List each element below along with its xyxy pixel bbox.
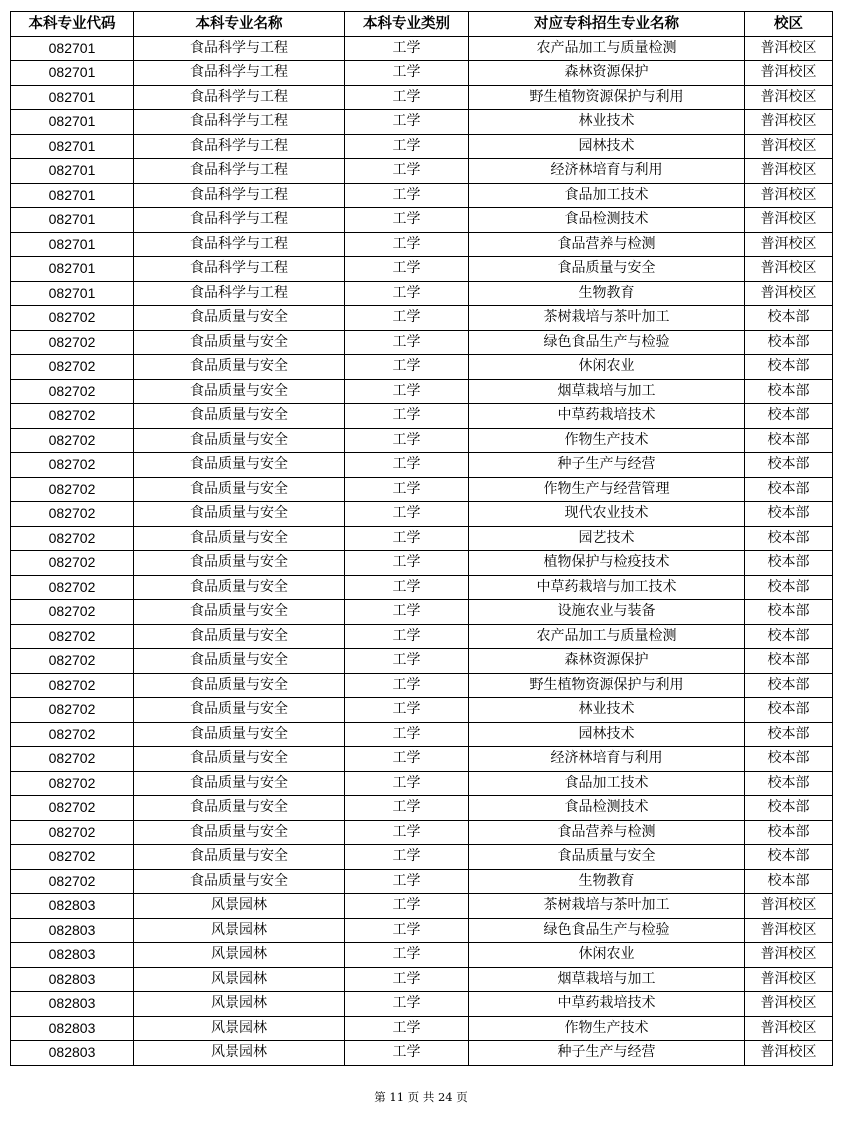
cell-campus: 校本部: [745, 526, 833, 551]
cell-campus: 普洱校区: [745, 159, 833, 184]
cell-major-name: 食品质量与安全: [134, 453, 345, 478]
cell-major-category: 工学: [345, 526, 469, 551]
cell-related-specialty: 中草药栽培技术: [469, 404, 745, 429]
cell-major-category: 工学: [345, 1041, 469, 1066]
cell-major-category: 工学: [345, 183, 469, 208]
table-row: [11, 85, 833, 110]
cell-campus: 校本部: [745, 820, 833, 845]
cell-major-code: 082701: [11, 281, 134, 306]
cell-related-specialty: 绿色食品生产与检验: [469, 918, 745, 943]
cell-campus: 普洱校区: [745, 967, 833, 992]
cell-campus: 校本部: [745, 330, 833, 355]
major-table: [10, 11, 833, 1066]
cell-major-name: 食品质量与安全: [134, 330, 345, 355]
cell-related-specialty: 食品加工技术: [469, 771, 745, 796]
cell-major-code: 082702: [11, 502, 134, 527]
cell-related-specialty: 食品营养与检测: [469, 820, 745, 845]
cell-related-specialty: 食品营养与检测: [469, 232, 745, 257]
table-row: [11, 428, 833, 453]
cell-major-category: 工学: [345, 820, 469, 845]
cell-major-category: 工学: [345, 771, 469, 796]
cell-related-specialty: 经济林培育与利用: [469, 747, 745, 772]
cell-campus: 校本部: [745, 575, 833, 600]
cell-major-name: 食品质量与安全: [134, 845, 345, 870]
cell-campus: 校本部: [745, 453, 833, 478]
cell-major-name: 食品质量与安全: [134, 698, 345, 723]
table-row: [11, 1041, 833, 1066]
cell-major-category: 工学: [345, 600, 469, 625]
cell-major-code: 082702: [11, 526, 134, 551]
table-row: [11, 600, 833, 625]
cell-major-category: 工学: [345, 575, 469, 600]
cell-major-code: 082702: [11, 722, 134, 747]
header-campus: 校区: [745, 12, 833, 37]
cell-major-code: 082701: [11, 257, 134, 282]
table-row: [11, 673, 833, 698]
cell-major-name: 食品质量与安全: [134, 600, 345, 625]
cell-major-code: 082702: [11, 428, 134, 453]
cell-major-name: 食品质量与安全: [134, 673, 345, 698]
cell-major-code: 082701: [11, 159, 134, 184]
cell-major-category: 工学: [345, 722, 469, 747]
cell-major-category: 工学: [345, 428, 469, 453]
cell-major-name: 风景园林: [134, 1016, 345, 1041]
cell-major-category: 工学: [345, 379, 469, 404]
table-row: [11, 36, 833, 61]
table-row: [11, 747, 833, 772]
cell-related-specialty: 种子生产与经营: [469, 453, 745, 478]
cell-campus: 校本部: [745, 404, 833, 429]
cell-major-name: 风景园林: [134, 894, 345, 919]
table-row: [11, 894, 833, 919]
cell-major-code: 082702: [11, 649, 134, 674]
cell-major-category: 工学: [345, 281, 469, 306]
cell-related-specialty: 园林技术: [469, 722, 745, 747]
cell-related-specialty: 农产品加工与质量检测: [469, 624, 745, 649]
cell-campus: 校本部: [745, 796, 833, 821]
cell-related-specialty: 食品检测技术: [469, 796, 745, 821]
cell-major-category: 工学: [345, 159, 469, 184]
table-row: [11, 502, 833, 527]
cell-major-category: 工学: [345, 330, 469, 355]
cell-campus: 校本部: [745, 477, 833, 502]
cell-major-code: 082702: [11, 575, 134, 600]
cell-major-name: 食品科学与工程: [134, 257, 345, 282]
cell-related-specialty: 烟草栽培与加工: [469, 379, 745, 404]
cell-related-specialty: 食品检测技术: [469, 208, 745, 233]
table-row: [11, 918, 833, 943]
cell-major-code: 082702: [11, 404, 134, 429]
cell-related-specialty: 生物教育: [469, 869, 745, 894]
cell-related-specialty: 野生植物资源保护与利用: [469, 673, 745, 698]
cell-major-code: 082803: [11, 918, 134, 943]
table-row: [11, 551, 833, 576]
table-row: [11, 404, 833, 429]
cell-major-code: 082702: [11, 796, 134, 821]
cell-major-category: 工学: [345, 502, 469, 527]
table-row: [11, 110, 833, 135]
cell-major-code: 082702: [11, 600, 134, 625]
table-row: [11, 1016, 833, 1041]
cell-major-code: 082702: [11, 355, 134, 380]
cell-major-code: 082702: [11, 624, 134, 649]
table-row: [11, 771, 833, 796]
cell-campus: 校本部: [745, 869, 833, 894]
table-row: [11, 477, 833, 502]
cell-major-name: 食品科学与工程: [134, 208, 345, 233]
cell-major-category: 工学: [345, 845, 469, 870]
cell-campus: 普洱校区: [745, 183, 833, 208]
cell-related-specialty: 设施农业与装备: [469, 600, 745, 625]
cell-related-specialty: 生物教育: [469, 281, 745, 306]
cell-major-name: 风景园林: [134, 943, 345, 968]
header-major-category: 本科专业类别: [345, 12, 469, 37]
header-major-name: 本科专业名称: [134, 12, 345, 37]
table-row: [11, 232, 833, 257]
cell-major-code: 082702: [11, 845, 134, 870]
cell-major-name: 食品科学与工程: [134, 159, 345, 184]
cell-campus: 校本部: [745, 698, 833, 723]
cell-major-category: 工学: [345, 551, 469, 576]
cell-related-specialty: 中草药栽培技术: [469, 992, 745, 1017]
cell-major-category: 工学: [345, 869, 469, 894]
cell-major-name: 食品质量与安全: [134, 722, 345, 747]
cell-major-category: 工学: [345, 894, 469, 919]
table-row: [11, 306, 833, 331]
cell-campus: 校本部: [745, 722, 833, 747]
cell-campus: 普洱校区: [745, 894, 833, 919]
cell-campus: 普洱校区: [745, 36, 833, 61]
cell-major-code: 082702: [11, 453, 134, 478]
cell-major-name: 食品质量与安全: [134, 379, 345, 404]
cell-major-name: 食品质量与安全: [134, 796, 345, 821]
cell-related-specialty: 茶树栽培与茶叶加工: [469, 894, 745, 919]
table-row: [11, 208, 833, 233]
cell-related-specialty: 烟草栽培与加工: [469, 967, 745, 992]
cell-related-specialty: 茶树栽培与茶叶加工: [469, 306, 745, 331]
cell-major-category: 工学: [345, 134, 469, 159]
cell-campus: 校本部: [745, 624, 833, 649]
cell-major-category: 工学: [345, 36, 469, 61]
cell-related-specialty: 食品质量与安全: [469, 257, 745, 282]
cell-major-category: 工学: [345, 943, 469, 968]
cell-major-category: 工学: [345, 306, 469, 331]
cell-major-code: 082701: [11, 134, 134, 159]
cell-campus: 校本部: [745, 771, 833, 796]
cell-major-name: 食品质量与安全: [134, 477, 345, 502]
cell-campus: 普洱校区: [745, 232, 833, 257]
cell-related-specialty: 经济林培育与利用: [469, 159, 745, 184]
table-row: [11, 967, 833, 992]
cell-campus: 校本部: [745, 355, 833, 380]
cell-major-name: 风景园林: [134, 967, 345, 992]
cell-campus: 校本部: [745, 673, 833, 698]
cell-major-name: 食品质量与安全: [134, 526, 345, 551]
cell-campus: 普洱校区: [745, 281, 833, 306]
cell-major-code: 082701: [11, 36, 134, 61]
cell-major-name: 食品质量与安全: [134, 869, 345, 894]
cell-major-code: 082803: [11, 992, 134, 1017]
cell-campus: 校本部: [745, 379, 833, 404]
cell-major-code: 082702: [11, 771, 134, 796]
cell-campus: 普洱校区: [745, 85, 833, 110]
table-row: [11, 526, 833, 551]
cell-major-category: 工学: [345, 624, 469, 649]
cell-major-category: 工学: [345, 992, 469, 1017]
cell-major-category: 工学: [345, 649, 469, 674]
cell-campus: 普洱校区: [745, 61, 833, 86]
cell-major-code: 082701: [11, 232, 134, 257]
table-row: [11, 845, 833, 870]
cell-related-specialty: 作物生产技术: [469, 428, 745, 453]
table-row: [11, 649, 833, 674]
cell-campus: 校本部: [745, 502, 833, 527]
table-row: [11, 159, 833, 184]
table-row: [11, 61, 833, 86]
cell-related-specialty: 绿色食品生产与检验: [469, 330, 745, 355]
cell-major-name: 食品科学与工程: [134, 61, 345, 86]
cell-major-code: 082702: [11, 869, 134, 894]
cell-related-specialty: 现代农业技术: [469, 502, 745, 527]
cell-major-category: 工学: [345, 967, 469, 992]
cell-major-name: 食品质量与安全: [134, 820, 345, 845]
cell-major-category: 工学: [345, 796, 469, 821]
cell-major-code: 082701: [11, 61, 134, 86]
table-row: [11, 992, 833, 1017]
cell-related-specialty: 园艺技术: [469, 526, 745, 551]
table-row: [11, 330, 833, 355]
cell-major-code: 082702: [11, 820, 134, 845]
cell-related-specialty: 食品质量与安全: [469, 845, 745, 870]
cell-related-specialty: 作物生产与经营管理: [469, 477, 745, 502]
cell-major-code: 082803: [11, 1016, 134, 1041]
cell-major-category: 工学: [345, 85, 469, 110]
table-body: [11, 36, 833, 1065]
cell-major-name: 食品质量与安全: [134, 624, 345, 649]
cell-related-specialty: 野生植物资源保护与利用: [469, 85, 745, 110]
table-row: [11, 722, 833, 747]
table-row: [11, 624, 833, 649]
cell-major-name: 食品科学与工程: [134, 183, 345, 208]
cell-campus: 普洱校区: [745, 943, 833, 968]
table-row: [11, 281, 833, 306]
cell-major-code: 082803: [11, 894, 134, 919]
cell-major-category: 工学: [345, 257, 469, 282]
cell-related-specialty: 园林技术: [469, 134, 745, 159]
cell-major-code: 082701: [11, 110, 134, 135]
cell-major-code: 082702: [11, 379, 134, 404]
cell-major-category: 工学: [345, 698, 469, 723]
table-row: [11, 183, 833, 208]
cell-major-code: 082702: [11, 698, 134, 723]
cell-major-name: 食品质量与安全: [134, 747, 345, 772]
cell-campus: 普洱校区: [745, 918, 833, 943]
cell-major-code: 082702: [11, 551, 134, 576]
cell-related-specialty: 农产品加工与质量检测: [469, 36, 745, 61]
cell-campus: 校本部: [745, 845, 833, 870]
cell-related-specialty: 森林资源保护: [469, 61, 745, 86]
cell-major-name: 食品科学与工程: [134, 36, 345, 61]
cell-campus: 普洱校区: [745, 1041, 833, 1066]
cell-major-category: 工学: [345, 918, 469, 943]
cell-major-name: 食品质量与安全: [134, 649, 345, 674]
cell-related-specialty: 休闲农业: [469, 355, 745, 380]
cell-major-code: 082803: [11, 967, 134, 992]
cell-major-code: 082701: [11, 183, 134, 208]
cell-major-name: 食品质量与安全: [134, 771, 345, 796]
header-major-code: 本科专业代码: [11, 12, 134, 37]
cell-campus: 普洱校区: [745, 134, 833, 159]
cell-major-category: 工学: [345, 232, 469, 257]
cell-major-name: 风景园林: [134, 918, 345, 943]
cell-campus: 校本部: [745, 306, 833, 331]
cell-related-specialty: 种子生产与经营: [469, 1041, 745, 1066]
header-row: [11, 12, 833, 37]
cell-major-code: 082702: [11, 747, 134, 772]
cell-campus: 普洱校区: [745, 110, 833, 135]
table-row: [11, 820, 833, 845]
cell-major-category: 工学: [345, 747, 469, 772]
cell-major-category: 工学: [345, 404, 469, 429]
cell-campus: 校本部: [745, 649, 833, 674]
cell-campus: 校本部: [745, 428, 833, 453]
cell-major-code: 082803: [11, 1041, 134, 1066]
cell-major-name: 食品质量与安全: [134, 306, 345, 331]
cell-related-specialty: 林业技术: [469, 110, 745, 135]
table-row: [11, 134, 833, 159]
cell-major-category: 工学: [345, 453, 469, 478]
cell-campus: 普洱校区: [745, 208, 833, 233]
cell-related-specialty: 林业技术: [469, 698, 745, 723]
cell-major-name: 食品科学与工程: [134, 85, 345, 110]
cell-major-name: 食品质量与安全: [134, 404, 345, 429]
cell-major-category: 工学: [345, 110, 469, 135]
cell-major-category: 工学: [345, 1016, 469, 1041]
table-row: [11, 796, 833, 821]
cell-major-code: 082702: [11, 330, 134, 355]
cell-major-name: 食品质量与安全: [134, 355, 345, 380]
table-row: [11, 698, 833, 723]
cell-campus: 校本部: [745, 551, 833, 576]
table-row: [11, 257, 833, 282]
cell-major-category: 工学: [345, 477, 469, 502]
cell-major-name: 食品科学与工程: [134, 134, 345, 159]
cell-campus: 普洱校区: [745, 257, 833, 282]
cell-major-category: 工学: [345, 673, 469, 698]
cell-related-specialty: 植物保护与检疫技术: [469, 551, 745, 576]
cell-major-name: 食品质量与安全: [134, 428, 345, 453]
cell-related-specialty: 森林资源保护: [469, 649, 745, 674]
table-row: [11, 355, 833, 380]
cell-campus: 普洱校区: [745, 1016, 833, 1041]
cell-major-code: 082702: [11, 477, 134, 502]
cell-major-name: 食品科学与工程: [134, 110, 345, 135]
table-row: [11, 453, 833, 478]
cell-related-specialty: 中草药栽培与加工技术: [469, 575, 745, 600]
cell-major-category: 工学: [345, 208, 469, 233]
cell-major-name: 食品科学与工程: [134, 232, 345, 257]
page-footer: 第 11 页 共 24 页: [374, 1090, 468, 1104]
cell-campus: 普洱校区: [745, 992, 833, 1017]
table-row: [11, 943, 833, 968]
cell-major-name: 食品质量与安全: [134, 551, 345, 576]
cell-related-specialty: 作物生产技术: [469, 1016, 745, 1041]
cell-campus: 校本部: [745, 747, 833, 772]
cell-related-specialty: 食品加工技术: [469, 183, 745, 208]
table-row: [11, 575, 833, 600]
cell-major-code: 082701: [11, 85, 134, 110]
cell-campus: 校本部: [745, 600, 833, 625]
cell-major-code: 082803: [11, 943, 134, 968]
cell-major-name: 食品质量与安全: [134, 575, 345, 600]
cell-major-name: 食品质量与安全: [134, 502, 345, 527]
cell-major-name: 风景园林: [134, 992, 345, 1017]
cell-major-category: 工学: [345, 61, 469, 86]
cell-major-category: 工学: [345, 355, 469, 380]
table-row: [11, 869, 833, 894]
cell-major-name: 风景园林: [134, 1041, 345, 1066]
cell-related-specialty: 休闲农业: [469, 943, 745, 968]
cell-major-code: 082702: [11, 673, 134, 698]
cell-major-code: 082701: [11, 208, 134, 233]
cell-major-code: 082702: [11, 306, 134, 331]
header-related-specialty: 对应专科招生专业名称: [469, 12, 745, 37]
table-row: [11, 379, 833, 404]
cell-major-name: 食品科学与工程: [134, 281, 345, 306]
